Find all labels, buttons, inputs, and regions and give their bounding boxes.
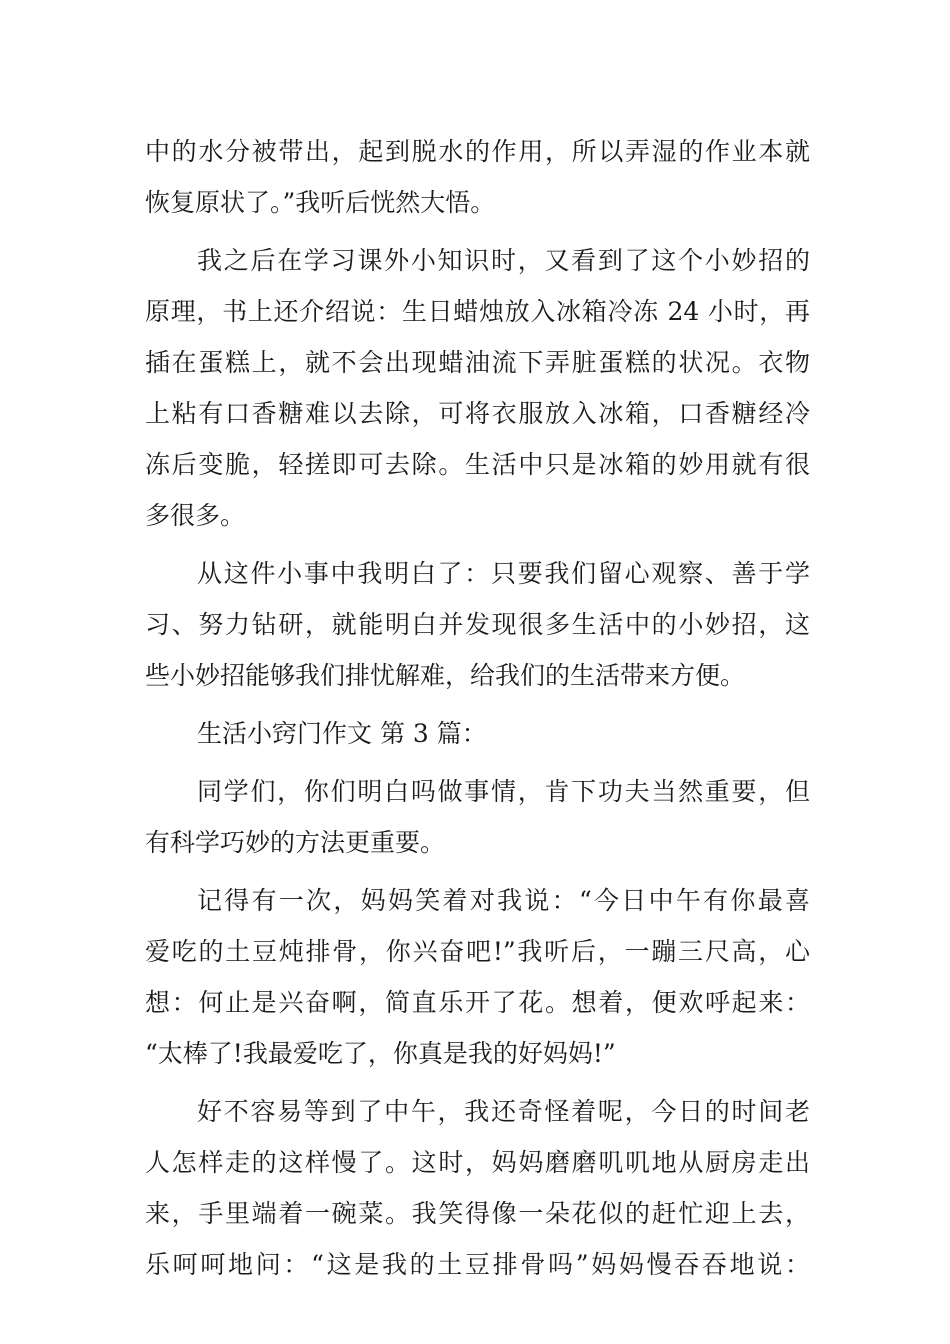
paragraph (145, 875, 810, 1079)
paragraph (145, 766, 810, 868)
text-line: 想：何止是兴奋啊，简直乐开了花。想着，便欢呼起来： (145, 988, 810, 1017)
text-line: “太棒了!我最爱吃了，你真是我的好妈妈!” (145, 1039, 616, 1068)
text-line: 来，手里端着一碗菜。我笑得像一朵花似的赶忙迎上去， (145, 1199, 810, 1228)
text-line: 人怎样走的这样慢了。这时，妈妈磨磨叽叽地从厨房走出 (145, 1148, 810, 1177)
text-line: 习、努力钻研，就能明白并发现很多生活中的小妙招，这 (145, 610, 810, 639)
text-line: 乐呵呵地问：“这是我的土豆排骨吗”妈妈慢吞吞地说： (145, 1250, 810, 1279)
paragraph (145, 126, 810, 228)
text-line: 插在蛋糕上，就不会出现蜡油流下弄脏蛋糕的状况。衣物 (145, 348, 810, 377)
section-heading (145, 708, 810, 759)
text-line: 爱吃的土豆炖排骨，你兴奋吧!”我听后，一蹦三尺高，心 (145, 937, 810, 966)
text-line: 些小妙招能够我们排忧解难，给我们的生活带来方便。 (145, 661, 746, 690)
text-line: 同学们，你们明白吗做事情，肯下功夫当然重要，但 (197, 777, 810, 806)
paragraph (145, 1086, 810, 1290)
text-line: 记得有一次，妈妈笑着对我说：“今日中午有你最喜 (197, 886, 810, 915)
text-line: 有科学巧妙的方法更重要。 (145, 828, 446, 857)
heading-text: 生活小窍门作文 第 3 篇： (197, 719, 487, 748)
paragraph (145, 548, 810, 701)
document-body (145, 126, 810, 1290)
text-line: 中的水分被带出，起到脱水的作用，所以弄湿的作业本就 (145, 137, 810, 166)
text-line: 恢复原状了。”我听后恍然大悟。 (145, 188, 496, 217)
text-line: 从这件小事中我明白了：只要我们留心观察、善于学 (197, 559, 810, 588)
text-line: 多很多。 (145, 501, 246, 530)
text-line: 我之后在学习课外小知识时，又看到了这个小妙招的 (197, 246, 810, 275)
text-line: 上粘有口香糖难以去除，可将衣服放入冰箱，口香糖经冷 (145, 399, 810, 428)
text-line: 冻后变脆，轻搓即可去除。生活中只是冰箱的妙用就有很 (145, 450, 810, 479)
text-line: 好不容易等到了中午，我还奇怪着呢，今日的时间老 (197, 1097, 810, 1126)
text-line: 原理，书上还介绍说：生日蜡烛放入冰箱冷冻 24 小时，再 (145, 297, 810, 326)
paragraph (145, 235, 810, 541)
